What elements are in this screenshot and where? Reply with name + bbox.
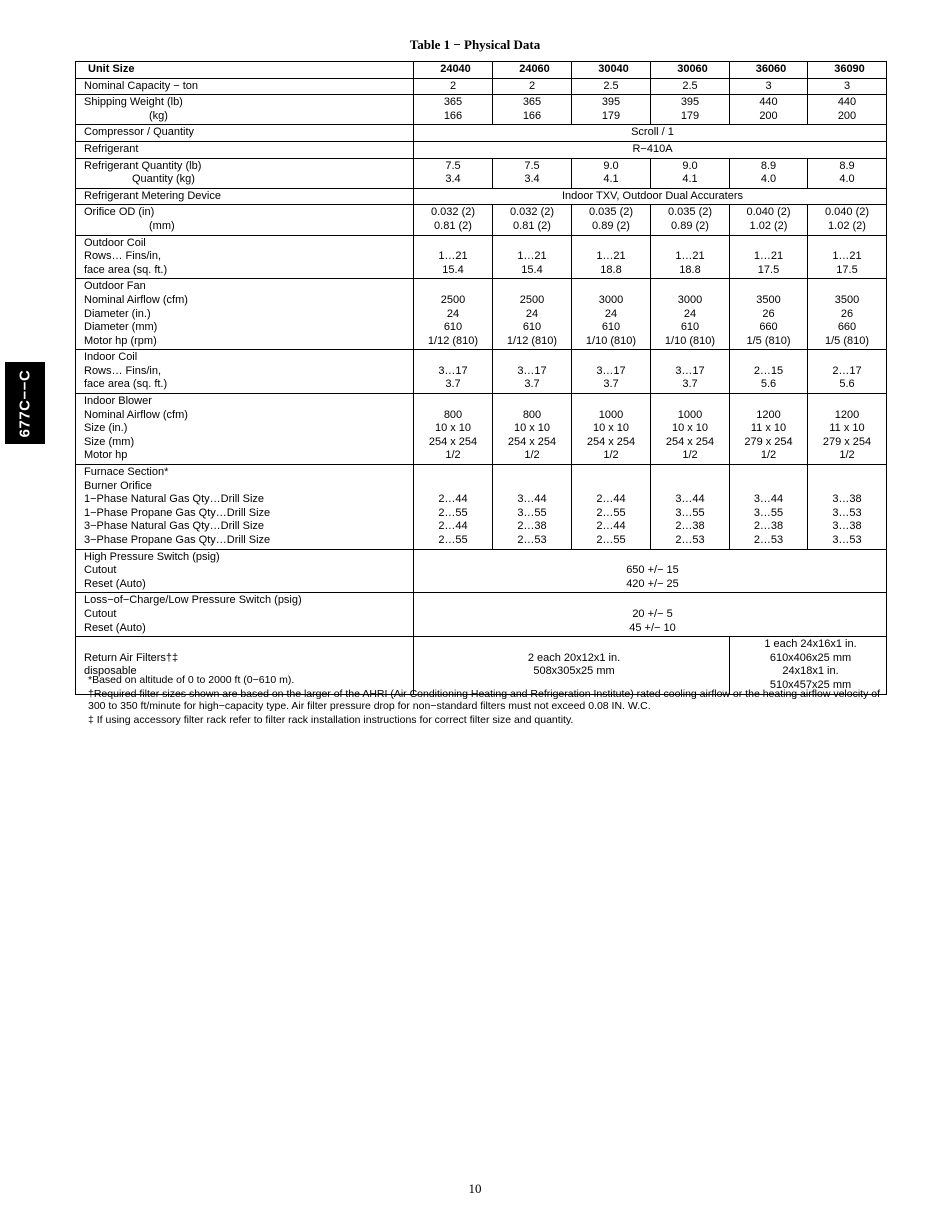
section-tab-label: 677C−−C — [16, 369, 34, 437]
cell-value: 166 — [443, 109, 463, 122]
row-indoor-blower — [76, 394, 887, 465]
value-cell — [414, 465, 493, 550]
value-cell — [572, 95, 651, 125]
cell-value: 254 x 254 — [665, 435, 715, 448]
value-cell — [572, 465, 651, 550]
value-cell — [572, 235, 651, 279]
cell-value: 3…44 — [753, 493, 784, 506]
cell-value: 610 — [443, 321, 463, 334]
value-cell — [493, 205, 572, 235]
value-cell — [730, 279, 808, 350]
cell-value: 2500 — [519, 293, 545, 306]
cell-value: 1000 — [677, 408, 703, 421]
row-label-line: Furnace Section* — [84, 466, 169, 479]
row-compressor — [76, 125, 887, 142]
cell-value: 10 x 10 — [513, 422, 551, 435]
cell-value: 0.032 (2) — [509, 206, 555, 219]
cell-value: 3.4 — [524, 173, 540, 186]
cell-value: 800 — [522, 408, 542, 421]
cell-value: 8.9 — [839, 159, 855, 172]
cell-value: 1/5 (810) — [824, 334, 870, 347]
cell-value: 24x18x1 in. — [782, 665, 839, 678]
cell-value: 7.5 — [445, 159, 461, 172]
span-cell — [414, 593, 887, 637]
value-cell — [730, 350, 808, 394]
cell-value: 2…44 — [438, 493, 468, 506]
value-cell — [651, 235, 730, 279]
value-cell — [572, 350, 651, 394]
cell-value: 1/10 (810) — [585, 334, 637, 347]
cell-value: 10 x 10 — [592, 422, 630, 435]
value-cell — [414, 279, 493, 350]
cell-value: 3…55 — [753, 506, 784, 519]
value-cell — [651, 394, 730, 465]
cell-value: 24 — [525, 307, 539, 320]
cell-value: 20 +/− 5 — [632, 607, 673, 620]
cell-value: 1200 — [834, 408, 860, 421]
cell-value: 254 x 254 — [507, 435, 557, 448]
cell-value: Scroll / 1 — [631, 126, 674, 139]
note-filter-sizes: †Required filter sizes shown are based on the larger of the AHRI (Air Conditioning Heating and Refrigeration Institute) rated cooling airflow or the heating airflow velocity of 300 to 350 ft/minute for high−capacity type. Air filter pressure drop for non−standard filters must not exceed 0.08 IN. W.C. — [88, 687, 881, 712]
cell-value: 0.035 (2) — [667, 206, 713, 219]
cell-value: 24 — [446, 307, 460, 320]
row-label-line: Motor hp (rpm) — [84, 334, 157, 347]
cell-value: 0.81 (2) — [513, 219, 551, 232]
row-label-line: Return Air Filters†‡ — [84, 651, 179, 664]
cell-value: 26 — [762, 307, 775, 320]
cell-value: 1000 — [598, 408, 624, 421]
note-filter-rack: ‡ If using accessory filter rack refer to filter rack installation instructions for correct filter size and quantity. — [88, 713, 574, 726]
cell-value: 3.7 — [445, 378, 461, 391]
header-unit: 36090 — [808, 62, 887, 79]
cell-value: 3…55 — [675, 506, 705, 519]
row-label-line: Refrigerant — [84, 142, 139, 155]
cell-value: R−410A — [632, 142, 673, 155]
row-label-line: 3−Phase Natural Gas Qty…Drill Size — [84, 520, 265, 533]
cell-value: 365 — [443, 96, 463, 109]
cell-value: 1…21 — [517, 250, 547, 263]
cell-value: 800 — [443, 408, 463, 421]
row-label-line: Shipping Weight (lb) — [84, 96, 183, 109]
cell-value: 5.6 — [839, 378, 855, 391]
value-cell — [808, 205, 887, 235]
cell-value: 2…38 — [517, 520, 547, 533]
cell-value: 440 — [837, 96, 857, 109]
physical-data-table — [75, 61, 887, 695]
cell-value: 3.7 — [524, 378, 540, 391]
cell-value: 0.032 (2) — [430, 206, 476, 219]
cell-value: 9.0 — [682, 159, 698, 172]
row-label-line: Outdoor Coil — [84, 236, 146, 249]
cell-value: 1/2 — [603, 449, 619, 462]
value-cell — [493, 394, 572, 465]
row-label — [76, 549, 414, 593]
row-label-line: Nominal Airflow (cfm) — [84, 408, 188, 421]
cell-value: 2…53 — [517, 534, 547, 546]
cell-value: 1.02 (2) — [828, 219, 866, 232]
row-label — [76, 78, 414, 95]
value-cell — [414, 394, 493, 465]
row-label-line: (mm) — [149, 219, 175, 232]
cell-value: 610 — [601, 321, 621, 334]
row-loss-of-charge — [76, 593, 887, 637]
value-cell — [730, 394, 808, 465]
row-label-line: Nominal Capacity − ton — [84, 79, 199, 92]
cell-value: 9.0 — [603, 159, 619, 172]
cell-value: 10 x 10 — [434, 422, 472, 435]
cell-value: 45 +/− 10 — [629, 621, 676, 634]
value-cell — [730, 95, 808, 125]
cell-value: 3.7 — [682, 378, 698, 391]
cell-value: 610 — [680, 321, 700, 334]
value-cell — [808, 235, 887, 279]
cell-value: 2…44 — [438, 520, 468, 533]
value-cell — [808, 95, 887, 125]
cell-value: 18.8 — [600, 263, 622, 276]
header-unit-size: Unit Size — [76, 62, 414, 79]
value-cell — [493, 95, 572, 125]
header-unit: 24040 — [414, 62, 493, 79]
row-nominal-capacity — [76, 78, 887, 95]
cell-value: 660 — [837, 321, 857, 334]
value-cell — [572, 205, 651, 235]
row-label — [76, 394, 414, 465]
cell-value: 2…55 — [596, 534, 626, 546]
cell-value: 610x406x25 mm — [769, 651, 852, 664]
cell-value: 1/2 — [760, 449, 777, 462]
cell-value: 17.5 — [757, 263, 780, 276]
value-cell — [493, 279, 572, 350]
value-cell — [493, 78, 572, 95]
cell-value: 7.5 — [524, 159, 540, 172]
row-label-line: Rows… Fins/in, — [84, 364, 162, 377]
cell-value: 660 — [759, 321, 778, 334]
cell-value: 24 — [683, 307, 697, 320]
cell-value: 279 x 254 — [744, 435, 793, 448]
cell-value: 3 — [843, 79, 851, 92]
value-cell — [414, 205, 493, 235]
value-cell — [493, 350, 572, 394]
cell-value: 2…53 — [753, 534, 784, 546]
cell-value: 650 +/− 15 — [626, 564, 679, 577]
note-altitude: *Based on altitude of 0 to 2000 ft (0−610 m). — [88, 674, 295, 686]
value-cell — [651, 279, 730, 350]
row-label — [76, 205, 414, 235]
cell-value: 3…53 — [832, 506, 862, 519]
row-label-line: disposable — [84, 665, 137, 678]
row-label-line: Indoor Blower — [84, 395, 152, 408]
cell-value: 1/2 — [524, 449, 540, 462]
cell-value: 4.0 — [760, 173, 777, 186]
cell-value: 3500 — [756, 293, 781, 306]
cell-value: 2…38 — [675, 520, 705, 533]
cell-value: 1/5 (810) — [746, 334, 791, 347]
cell-value: 3500 — [834, 293, 860, 306]
cell-value: 1/12 (810) — [427, 334, 479, 347]
row-outdoor-fan — [76, 279, 887, 350]
cell-value: 15.4 — [442, 263, 464, 276]
value-cell — [730, 205, 808, 235]
cell-value: 2…55 — [438, 506, 468, 519]
value-cell — [808, 465, 887, 550]
cell-value: 26 — [840, 307, 854, 320]
span-cell — [414, 188, 887, 205]
cell-value: 3…17 — [438, 364, 468, 377]
row-label-line: Reset (Auto) — [84, 577, 146, 590]
cell-value: 395 — [680, 96, 700, 109]
row-label — [76, 125, 414, 142]
cell-value: 254 x 254 — [586, 435, 636, 448]
span-cell — [414, 549, 887, 593]
cell-value: 0.035 (2) — [588, 206, 634, 219]
cell-value: 440 — [759, 96, 778, 109]
row-label-line: Diameter (in.) — [84, 307, 151, 320]
header-unit: 30060 — [651, 62, 730, 79]
row-shipping-weight — [76, 95, 887, 125]
row-label-line: Loss−of−Charge/Low Pressure Switch (psig) — [84, 594, 302, 607]
row-indoor-coil — [76, 350, 887, 394]
value-cell — [651, 465, 730, 550]
row-label-line: Size (in.) — [84, 422, 128, 435]
cell-value: 15.4 — [521, 263, 543, 276]
cell-value: 3…53 — [832, 534, 862, 546]
value-cell — [414, 350, 493, 394]
row-label-line: Outdoor Fan — [84, 280, 146, 293]
cell-value: 5.6 — [760, 378, 777, 391]
cell-value: 279 x 254 — [822, 435, 872, 448]
cell-value: 2500 — [440, 293, 466, 306]
row-high-pressure-switch — [76, 549, 887, 593]
row-refrigerant — [76, 141, 887, 158]
cell-value: 17.5 — [836, 263, 858, 276]
cell-value: 3.7 — [603, 378, 619, 391]
cell-value: 1/12 (810) — [506, 334, 558, 347]
cell-value: 1…21 — [596, 250, 626, 263]
row-label — [76, 188, 414, 205]
value-cell — [651, 78, 730, 95]
cell-value: 0.040 (2) — [746, 206, 791, 219]
cell-value: 1 each 24x16x1 in. — [764, 638, 857, 651]
row-label-line: Diameter (mm) — [84, 321, 158, 334]
cell-value: 1/2 — [682, 449, 698, 462]
cell-value: 24 — [604, 307, 618, 320]
cell-value: 3000 — [598, 293, 624, 306]
cell-value: 3…17 — [517, 364, 547, 377]
header-row — [76, 62, 887, 79]
value-cell — [730, 465, 808, 550]
cell-value: 2.5 — [603, 79, 619, 92]
cell-value: 3…44 — [675, 493, 705, 506]
row-label — [76, 279, 414, 350]
cell-value: 4.1 — [682, 173, 698, 186]
cell-value: 4.0 — [839, 173, 855, 186]
value-cell — [651, 95, 730, 125]
span-cell — [414, 141, 887, 158]
cell-value: 3.4 — [445, 173, 461, 186]
value-cell — [808, 78, 887, 95]
cell-value: 1200 — [756, 408, 781, 421]
value-cell — [808, 158, 887, 188]
value-cell — [808, 350, 887, 394]
row-label-line: Indoor Coil — [84, 351, 138, 364]
row-label-line: Nominal Airflow (cfm) — [84, 293, 188, 306]
span-cell — [414, 125, 887, 142]
value-cell — [651, 158, 730, 188]
row-label-line: Reset (Auto) — [84, 621, 146, 634]
value-cell — [572, 78, 651, 95]
cell-value: 10 x 10 — [671, 422, 709, 435]
value-cell — [414, 235, 493, 279]
header-unit: 24060 — [493, 62, 572, 79]
cell-value: 1…21 — [753, 250, 784, 263]
row-metering-device — [76, 188, 887, 205]
cell-value: 2…17 — [832, 364, 862, 377]
row-label-line: (kg) — [149, 109, 168, 122]
cell-value: 3…17 — [675, 364, 705, 377]
value-cell — [493, 465, 572, 550]
cell-value: 3…17 — [596, 364, 626, 377]
value-cell — [493, 158, 572, 188]
value-cell — [651, 350, 730, 394]
row-label-line: 1−Phase Natural Gas Qty…Drill Size — [84, 493, 265, 506]
cell-value: 365 — [522, 96, 542, 109]
cell-value: 2…38 — [753, 520, 784, 533]
cell-value: 610 — [522, 321, 542, 334]
value-cell — [414, 78, 493, 95]
row-label-line: Size (mm) — [84, 435, 135, 448]
row-label-line: face area (sq. ft.) — [84, 263, 168, 276]
cell-value: 4.1 — [603, 173, 619, 186]
cell-value: 11 x 10 — [829, 422, 865, 435]
cell-value: 3…55 — [517, 506, 547, 519]
value-cell — [572, 394, 651, 465]
cell-value: 3000 — [677, 293, 703, 306]
row-label-line: Motor hp — [84, 449, 128, 462]
cell-value: 395 — [601, 96, 621, 109]
page-number: 10 — [468, 1181, 482, 1196]
cell-value: 166 — [522, 109, 542, 122]
cell-value: 1/2 — [445, 449, 461, 462]
row-label-line: Cutout — [84, 564, 117, 577]
row-label-line: Rows… Fins/in, — [84, 250, 162, 263]
cell-value: 0.89 (2) — [592, 219, 630, 232]
value-cell — [730, 158, 808, 188]
value-cell — [730, 235, 808, 279]
row-refrigerant-quantity — [76, 158, 887, 188]
cell-value: 2 — [449, 79, 457, 92]
row-label — [76, 593, 414, 637]
cell-value: 2…55 — [596, 506, 626, 519]
cell-value: 2…44 — [596, 520, 626, 533]
row-label — [76, 235, 414, 279]
value-cell — [414, 158, 493, 188]
row-orifice — [76, 205, 887, 235]
row-label — [76, 465, 414, 550]
row-outdoor-coil — [76, 235, 887, 279]
cell-value: Indoor TXV, Outdoor Dual Accuraters — [562, 189, 743, 202]
cell-value: 3 — [765, 79, 772, 92]
row-label — [76, 158, 414, 188]
value-cell — [730, 78, 808, 95]
cell-value: 179 — [601, 109, 621, 122]
cell-value: 1/2 — [839, 449, 855, 462]
cell-value: 1…21 — [675, 250, 705, 263]
table-notes — [88, 674, 883, 727]
row-label-line: Refrigerant Quantity (lb) — [84, 159, 202, 172]
table-title: Table 1 − Physical Data — [409, 37, 541, 52]
cell-value: 2…44 — [596, 493, 626, 506]
row-label-line: Burner Orifice — [84, 479, 152, 492]
cell-value: 420 +/− 25 — [626, 577, 679, 590]
cell-value: 3…38 — [832, 520, 862, 533]
cell-value: 3…38 — [832, 493, 862, 506]
cell-value: 0.89 (2) — [671, 219, 709, 232]
row-label — [76, 95, 414, 125]
value-cell — [808, 279, 887, 350]
cell-value: 3…44 — [517, 493, 547, 506]
value-cell — [572, 158, 651, 188]
cell-value: 2…53 — [675, 534, 705, 546]
value-cell — [493, 235, 572, 279]
cell-value: 200 — [759, 109, 778, 122]
value-cell — [651, 205, 730, 235]
cell-value: 2…55 — [438, 534, 468, 546]
cell-value: 254 x 254 — [428, 435, 478, 448]
row-label — [76, 350, 414, 394]
cell-value: 1…21 — [832, 250, 862, 263]
cell-value: 18.8 — [679, 263, 701, 276]
row-label-line: High Pressure Switch (psig) — [84, 550, 220, 563]
cell-value: 2…15 — [753, 364, 784, 377]
cell-value: 8.9 — [760, 159, 777, 172]
cell-value: 508x305x25 mm — [533, 665, 615, 678]
row-label-line: Refrigerant Metering Device — [84, 189, 221, 202]
cell-value: 1/10 (810) — [664, 334, 716, 347]
row-label-line: face area (sq. ft.) — [84, 378, 168, 391]
section-tab — [5, 362, 45, 444]
cell-value: 1…21 — [438, 250, 468, 263]
value-cell — [414, 95, 493, 125]
cell-value: 0.81 (2) — [434, 219, 472, 232]
cell-value: 0.040 (2) — [824, 206, 870, 219]
row-label — [76, 141, 414, 158]
header-unit: 36060 — [730, 62, 808, 79]
row-label-line: Cutout — [84, 607, 117, 620]
header-unit: 30040 — [572, 62, 651, 79]
cell-value: 2 — [528, 79, 536, 92]
row-label-line: 3−Phase Propane Gas Qty…Drill Size — [84, 534, 271, 546]
row-label-line: Orifice OD (in) — [84, 206, 155, 219]
cell-value: 1.02 (2) — [749, 219, 788, 232]
cell-value: 200 — [837, 109, 857, 122]
row-label-line: Quantity (kg) — [132, 173, 195, 186]
row-label-line: 1−Phase Propane Gas Qty…Drill Size — [84, 506, 271, 519]
cell-value: 2 each 20x12x1 in. — [527, 651, 621, 664]
cell-value: 2.5 — [682, 79, 698, 92]
row-furnace-section — [76, 465, 887, 550]
row-label-line: Compressor / Quantity — [84, 126, 195, 139]
cell-value: 11 x 10 — [750, 422, 787, 435]
cell-value: 179 — [680, 109, 700, 122]
value-cell — [572, 279, 651, 350]
value-cell — [808, 394, 887, 465]
cell-value: 510x457x25 mm — [769, 678, 852, 691]
